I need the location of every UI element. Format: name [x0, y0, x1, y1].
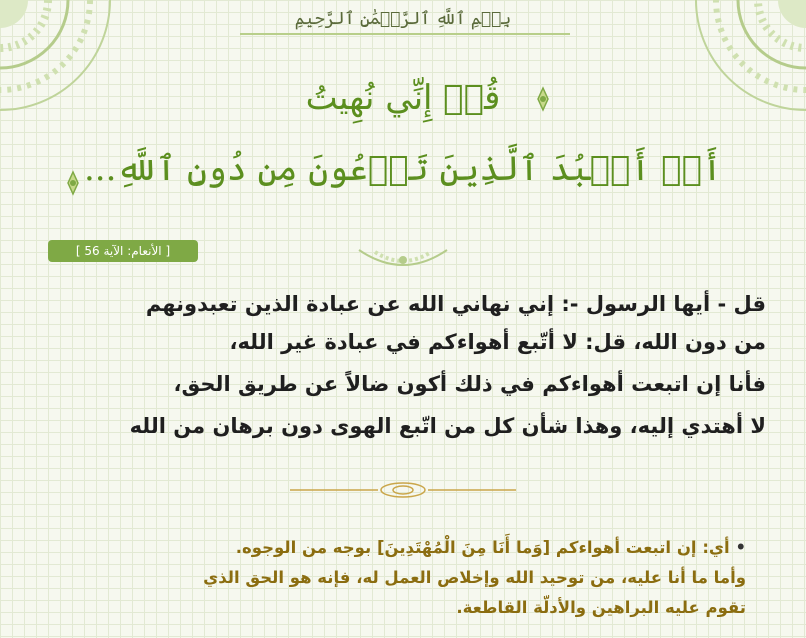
center-ornament [355, 246, 451, 274]
note-line-3: تقوم عليه البراهين والأدلّة القاطعة. [456, 598, 746, 617]
bismillah: بِسۡمِ ٱللَّهِ ٱلرَّحۡمَٰنِ ٱلرَّحِيمِ [294, 9, 512, 29]
note-line-1-text: أي: إن اتبعت أهواءكم [وَما أَنَا مِنَ الْمُهْتَدِينَ] بوجه من الوجوه. [235, 538, 730, 557]
bismillah-underline [240, 33, 570, 35]
note-line-2: وأما ما أنا عليه، من توحيد الله وإخلاص العمل له، فإنه هو الحق الذي [203, 568, 746, 587]
corner-ornament-bottom-right [736, 626, 776, 638]
tafsir-line-3: فأنا إن اتبعت أهواءكم في ذلك أكون ضالاً عن طريق الحق، [173, 372, 766, 396]
surah-reference-badge: [ الأنعام: الآية 56 ] [48, 240, 198, 262]
ayah-line-2: أَنۡ أَعۡبُدَ ٱلَّذِينَ تَدۡعُونَ مِن دُونِ ٱللَّهِ... [83, 149, 723, 189]
note-line-1 [46, 538, 746, 557]
tafsir-line-1: قل - أيها الرسول -: إني نهاني الله عن عبادة الذين تعبدونهم [145, 292, 766, 316]
ayah-line-1: قُلۡ إِنِّي نُهِيتُ [305, 78, 501, 118]
tafsir-line-4: لا أهتدي إليه، وهذا شأن كل من اتّبع الهوى دون برهان من الله [129, 414, 766, 438]
divider-ornament [290, 480, 516, 500]
bullet-icon: • [735, 538, 746, 557]
tafsir-line-2: من دون الله، قل: لا أتّبع أهواءكم في عبادة غير الله، [229, 330, 766, 354]
